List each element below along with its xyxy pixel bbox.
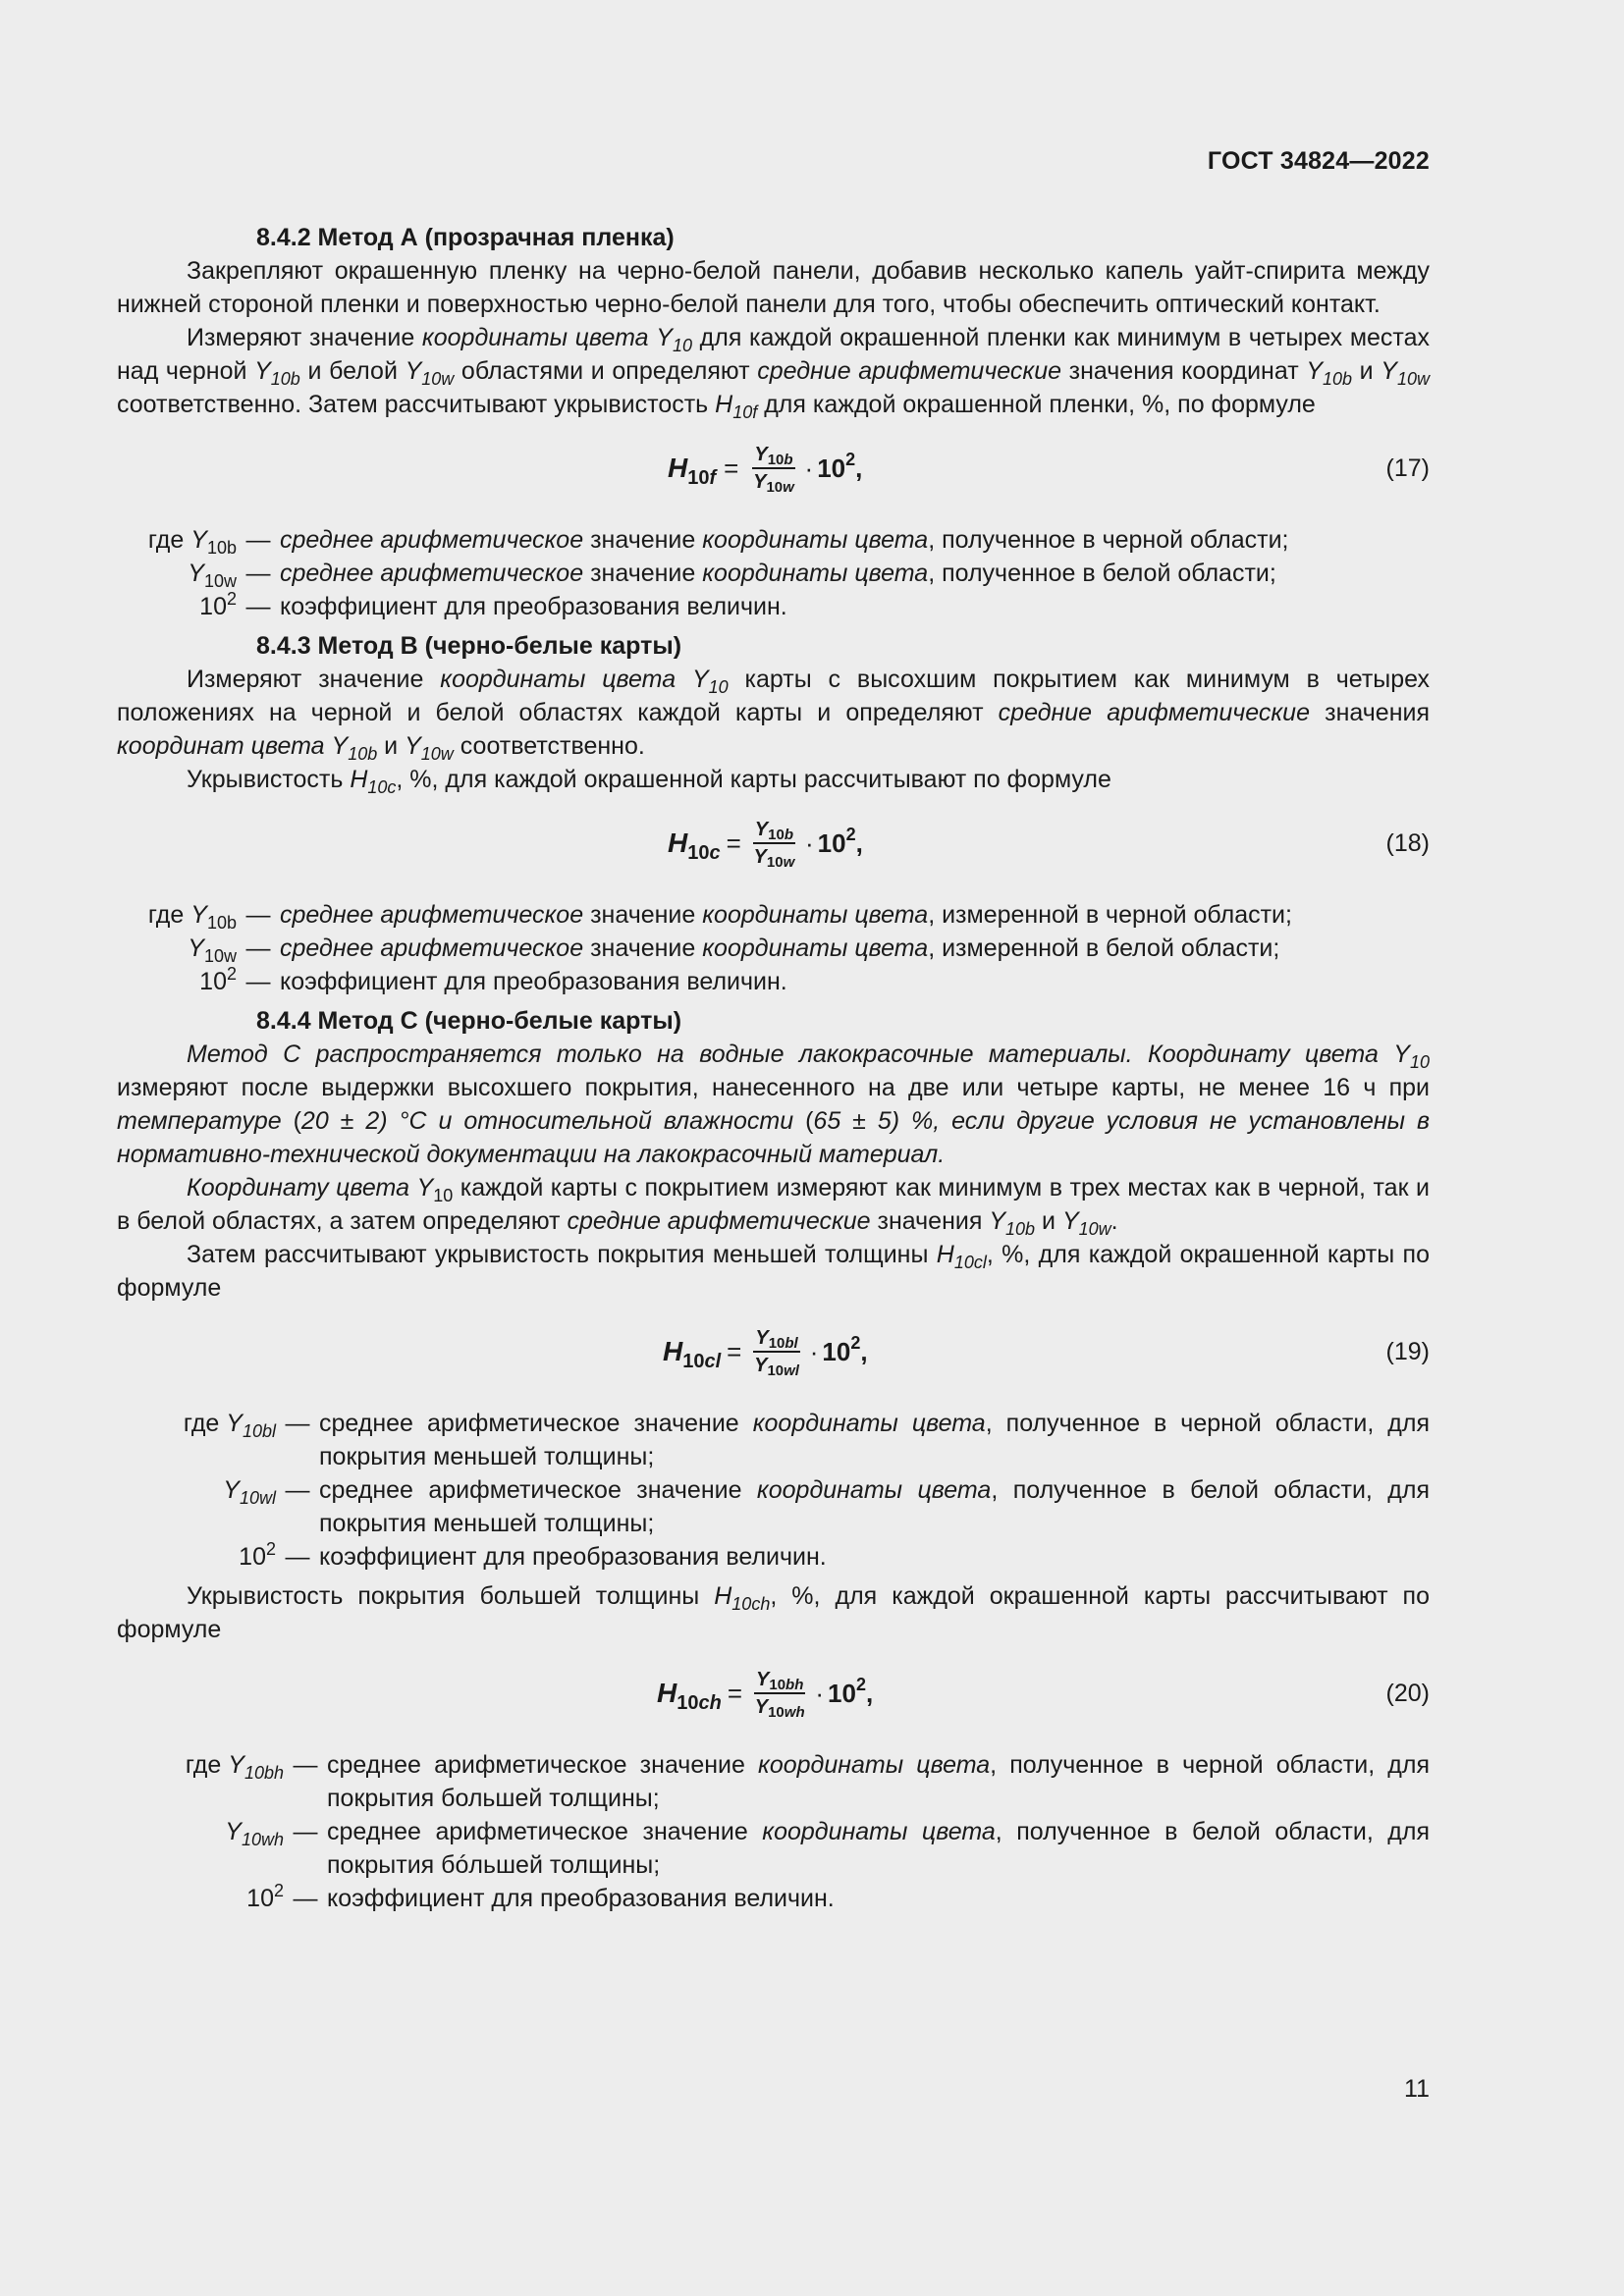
definition-row: $10^2$ — коэффициент для преобразования величин. — [239, 1539, 827, 1571]
definition-row: $10^2$ — коэффициент для преобразования величин. — [246, 1881, 835, 1912]
definition-row: где $Y_{10bh}$ — среднее арифметическое значение координаты цвета, полученное в черной области, для покрытия большей толщины; — [185, 1751, 1430, 1812]
equation-number-17: (17) — [1385, 454, 1430, 482]
definitions-19 — [117, 1407, 1430, 1574]
paragraph-844-3: Затем рассчитывают укрывистость покрытия меньшей толщины $H_{10cl}$, %, для каждой окрашенной карты по формуле — [117, 1241, 1430, 1302]
formula-19: $H_{10cl}$ = $\frac{Y_{10bl}}{Y_{10wl}}$ · $10^2$ , (19) — [117, 1305, 1430, 1399]
definition-row: $Y_{10wh}$ — среднее арифметическое значение координаты цвета, полученное в белой области, для покрытия бóльшей толщины; — [225, 1818, 1431, 1879]
definitions-18 — [117, 898, 1430, 998]
definition-row: $Y_{10w}$ — среднее арифметическое значение координаты цвета, измеренной в белой области; — [188, 934, 1280, 966]
formula-20: $H_{10ch}$ = $\frac{Y_{10bh}}{Y_{10wh}}$ · $10^2$ , (20) — [117, 1646, 1430, 1740]
document-body — [117, 221, 1430, 1921]
paragraph-844-4: Укрывистость покрытия большей толщины $H_{10ch}$, %, для каждой окрашенной карты рассчитывают по формуле — [117, 1582, 1430, 1643]
paragraph-844-1: Метод С распространяется только на водные лакокрасочные материалы. Координату цвета $Y_{10}$ измеряют после выдержки высохшего покрытия, нанесенного на две или четыре карты, не менее 16 ч при температуре (20 ± 2) °С и относительной влажности (65 ± 5) %, если другие условия не установлены в нормативно-технической документации на лакокрасочный материал. — [117, 1041, 1431, 1168]
definition-row: $10^2$ — коэффициент для преобразования величин. — [199, 964, 787, 995]
definition-row: $Y_{10w}$ — среднее арифметическое значение координаты цвета, полученное в белой области; — [188, 560, 1276, 591]
equation-number-19: (19) — [1385, 1338, 1430, 1365]
definition-row: где $Y_{10b}$ — среднее арифметическое значение координаты цвета, измеренной в черной области; — [147, 901, 1292, 933]
definition-row: $10^2$ — коэффициент для преобразования величин. — [199, 589, 787, 620]
paragraph-843-2: Укрывистость $H_{10c}$, %, для каждой окрашенной карты рассчитывают по формуле — [187, 766, 1111, 797]
paragraph-842-1: Закрепляют окрашенную пленку на черно-белой панели, добавив несколько капель уайт-спирита между нижней стороной пленки и поверхностью черно-белой панели для того, чтобы обеспечить оптический контакт. — [117, 257, 1430, 318]
paragraph-843-1: Измеряют значение координаты цвета $Y_{10}$ карты с высохшим покрытием как минимум в четырех положениях на черной и белой областях каждой карты и определяют средние арифметические значения координат цвета $Y_{10b}$ и $Y_{10w}$ соответственно. — [117, 666, 1431, 764]
section-heading-842: 8.4.2 Метод А (прозрачная пленка) — [256, 224, 675, 251]
formula-17: $H_{10f}$ = $\frac{Y_{10b}}{Y_{10w}}$ · $10^2$ , (17) — [117, 421, 1430, 515]
page-number: 11 — [1404, 2075, 1430, 2103]
definitions-20 — [117, 1748, 1430, 1915]
section-heading-843: 8.4.3 Метод В (черно-белые карты) — [256, 632, 682, 660]
paragraph-844-2: Координату цвета $Y_{10}$ каждой карты с покрытием измеряют как минимум в трех местах как в черной, так и в белой областях, а затем определяют средние арифметические значения $Y_{10b}$ и $Y_{10w}$. — [117, 1174, 1430, 1239]
document-id-header: ГОСТ 34824—2022 — [1207, 147, 1430, 175]
definition-row: $Y_{10wl}$ — среднее арифметическое значение координаты цвета, полученное в белой области, для покрытия меньшей толщины; — [223, 1476, 1430, 1537]
paragraph-842-2: Измеряют значение координаты цвета $Y_{10}$ для каждой окрашенной пленки как минимум в четырех местах над черной $Y_{10b}$ и белой $Y_{10w}$ областями и определяют средние арифметические значения координат $Y_{10b}$ и $Y_{10w}$ соответственно. Затем рассчитывают укрывистость $H_{10f}$ для каждой окрашенной пленки, %, по формуле — [117, 324, 1431, 422]
equation-number-20: (20) — [1385, 1680, 1430, 1707]
equation-number-18: (18) — [1385, 829, 1430, 857]
section-heading-844: 8.4.4 Метод С (черно-белые карты) — [256, 1007, 682, 1035]
definition-row: где $Y_{10b}$ — среднее арифметическое значение координаты цвета, полученное в черной области; — [147, 526, 1289, 558]
definitions-17 — [117, 523, 1430, 623]
definition-row: где $Y_{10bl}$ — среднее арифметическое значение координаты цвета, полученное в черной области, для покрытия меньшей толщины; — [183, 1410, 1430, 1470]
formula-18: $H_{10c}$ = $\frac{Y_{10b}}{Y_{10w}}$ · $10^2$ , (18) — [117, 796, 1430, 890]
